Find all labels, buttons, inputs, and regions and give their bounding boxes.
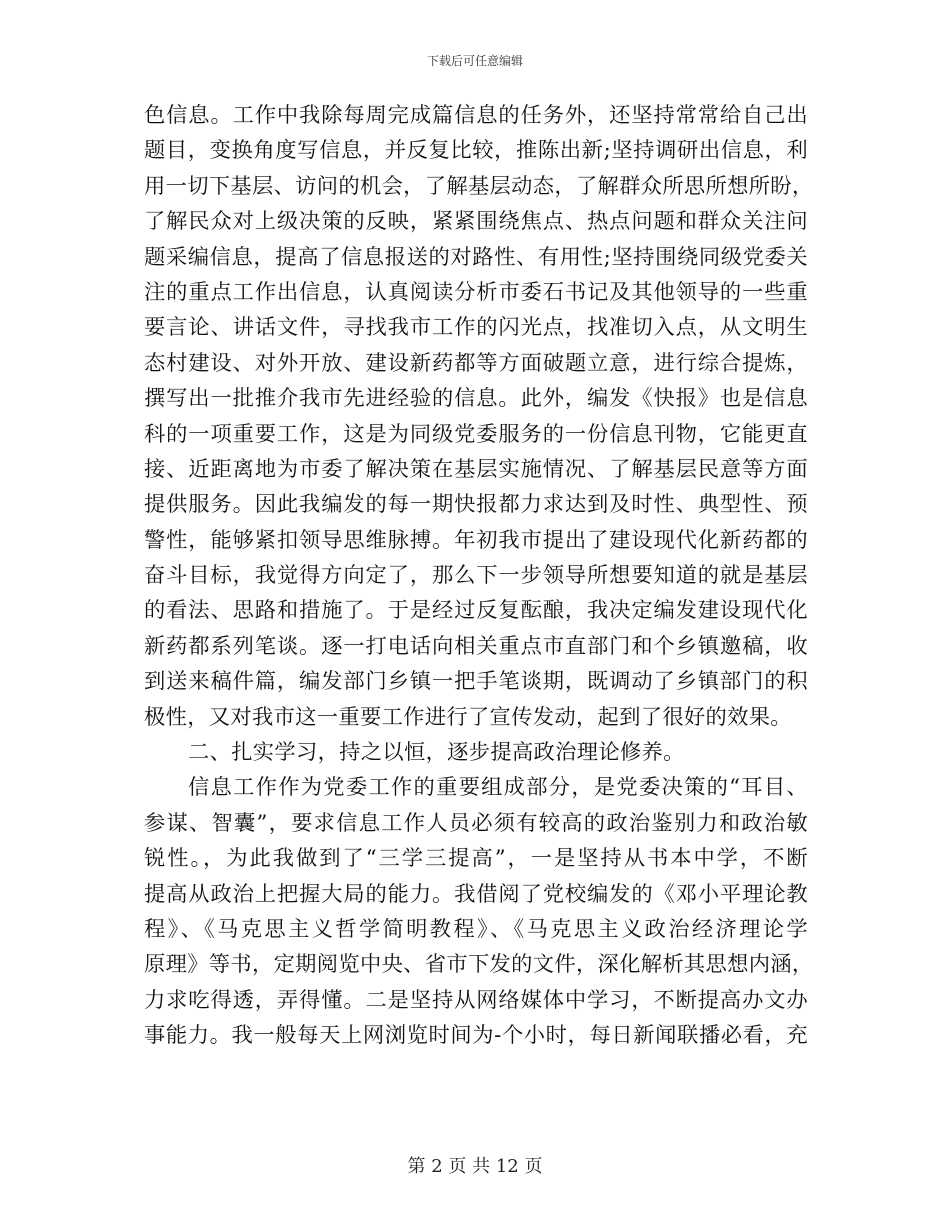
text-line: 奋斗目标，我觉得方向定了，那么下一步领导所想要知道的就是基层	[144, 563, 808, 589]
section-heading: 二、扎实学习，持之以恒，逐步提高政治理论修养。	[188, 740, 685, 766]
text-line: 力求吃得透，弄得懂。二是坚持从网络媒体中学习，不断提高办文办	[144, 987, 808, 1013]
text-line: 撰写出一批推介我市先进经验的信息。此外，编发《快报》也是信息	[144, 386, 808, 412]
text-line: 注的重点工作出信息，认真阅读分析市委石书记及其他领导的一些重	[144, 279, 808, 305]
text-line: 原理》等书，定期阅览中央、省市下发的文件，深化解析其思想内涵，	[144, 952, 814, 978]
text-line: 新药都系列笔谈。逐一打电话向相关重点市直部门和个乡镇邀稿，收	[144, 633, 808, 659]
text-line: 用一切下基层、访问的机会，了解基层动态，了解群众所思所想所盼，	[144, 173, 814, 199]
text-line: 事能力。我一般每天上网浏览时间为-个小时，每日新闻联播必看，充	[144, 1023, 808, 1049]
text-line: 提高从政治上把握大局的能力。我借阅了党校编发的《邓小平理论教	[144, 881, 808, 907]
text-line: 题目，变换角度写信息，并反复比较，推陈出新;坚持调研出信息，利	[144, 138, 808, 164]
text-line: 参谋、智囊”，要求信息工作人员必须有较高的政治鉴别力和政治敏	[144, 810, 808, 836]
text-line: 科的一项重要工作，这是为同级党委服务的一份信息刊物，它能更直	[144, 421, 808, 447]
text-line: 程》、《马克思主义哲学简明教程》、《马克思主义政治经济理论学	[144, 916, 808, 942]
text-line: 要言论、讲话文件，寻找我市工作的闪光点，找准切入点，从文明生	[144, 315, 808, 341]
text-line: 了解民众对上级决策的反映，紧紧围绕焦点、热点问题和群众关注问	[144, 209, 808, 235]
document-body	[144, 98, 814, 1054]
text-line: 警性，能够紧扣领导思维脉搏。年初我市提出了建设现代化新药都的	[144, 527, 808, 553]
text-line: 色信息。工作中我除每周完成篇信息的任务外，还坚持常常给自己出	[144, 103, 808, 128]
page-footer: 第 2 页 共 12 页	[407, 1156, 543, 1177]
page-header: 下载后可任意编辑	[426, 54, 523, 68]
text-line: 极性，又对我市这一重要工作进行了宣传发动，起到了很好的效果。	[144, 704, 792, 730]
text-line: 到送来稿件篇，编发部门乡镇一把手笔谈期，既调动了乡镇部门的积	[144, 669, 808, 695]
text-line: 态村建设、对外开放、建设新药都等方面破题立意，进行综合提炼，	[144, 350, 808, 376]
text-line: 题采编信息，提高了信息报送的对路性、有用性;坚持围绕同级党委关	[144, 244, 808, 270]
text-line: 接、近距离地为市委了解决策在基层实施情况、了解基层民意等方面	[144, 456, 808, 482]
text-line: 锐性。，为此我做到了“三学三提高”，一是坚持从书本中学，不断	[144, 846, 808, 872]
text-line: 的看法、思路和措施了。于是经过反复酝酿，我决定编发建设现代化	[144, 598, 808, 624]
text-line: 提供服务。因此我编发的每一期快报都力求达到及时性、典型性、预	[144, 492, 808, 518]
text-line: 信息工作作为党委工作的重要组成部分，是党委决策的“耳目、	[188, 775, 808, 801]
